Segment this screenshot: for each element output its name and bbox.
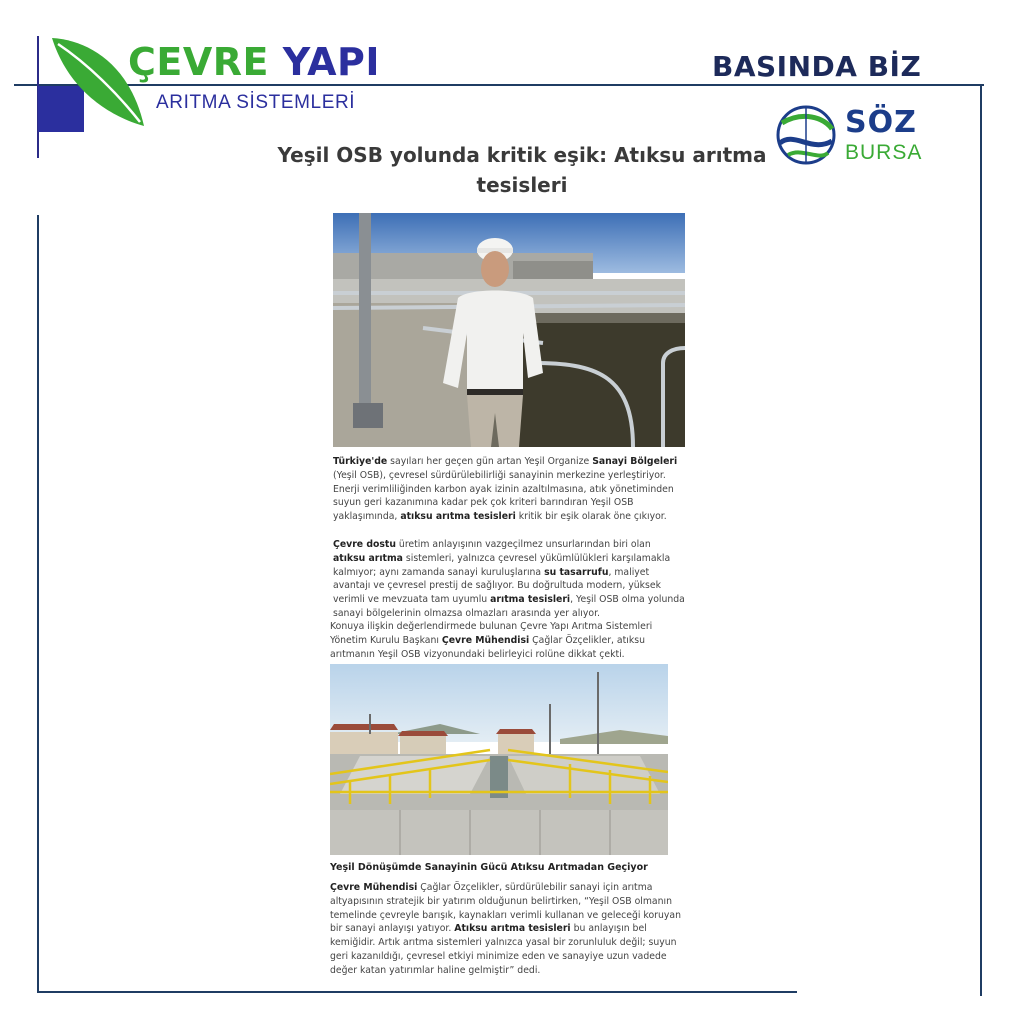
article-paragraph-2 — [333, 538, 685, 621]
text-run: üretim anlayışının vazgeçilmez unsurlarından biri olan — [395, 539, 651, 550]
soz-bursa-globe-icon — [772, 103, 840, 167]
bold-phrase: atıksu arıtma tesisleri — [400, 511, 516, 523]
brand-name — [128, 40, 380, 84]
brand-name-part1: ÇEVRE — [128, 40, 269, 84]
bold-phrase: Çevre dostu — [333, 539, 396, 550]
text-run: sayıları her geçen gün artan Yeşil Organize — [387, 456, 593, 467]
frame-left-border — [37, 215, 39, 993]
engineer-photo — [333, 213, 685, 447]
article-paragraph-1 — [333, 455, 685, 524]
header-divider — [14, 84, 984, 86]
text-run: (Yeşil OSB), çevresel sürdürülebilirliği sanayinin merkezine yerleştiriyor. Enerji verimliliğinden karbon ayak izinin azaltılmasına, atık yönetiminden suyun geri kazanımına kadar pek çok kriteri barındıran Yeşil OSB yaklaşımında, — [333, 469, 674, 523]
bold-phrase: Çevre Mühendisi — [441, 634, 530, 646]
soz-word: SÖZ — [845, 105, 917, 140]
article-headline: Yeşil OSB yolunda kritik eşik: Atıksu arıtma tesisleri — [277, 143, 767, 197]
section-title: BASINDA BİZ — [712, 50, 922, 83]
bold-phrase: arıtma tesisleri — [490, 594, 571, 606]
bold-phrase: Çevre Mühendisi — [330, 882, 418, 893]
text-run: sistemleri, yalnızca çevresel yükümlülükleri karşılamakla kalmıyor; aynı zamanda sanayi kuruluşlarına — [333, 552, 671, 578]
frame-bottom-border — [37, 991, 797, 993]
brand-subtitle: ARITMA SİSTEMLERİ — [156, 92, 356, 113]
bold-phrase: Atıksu arıtma tesisleri — [454, 923, 571, 935]
brand-name-part2: YAPI — [282, 40, 380, 84]
text-run: kritik bir eşik olarak öne çıkıyor. — [515, 511, 667, 523]
text-run: bu anlayışın bel kemiğidir. Artık arıtma sistemleri yalnızca yasal bir zorunluluk değil; suyun geri kazanıldığı, çevresel etkiyi minimize eden ve sanayiye uzun vadede değer katan yatırımlar haline gelmiştir” dedi. — [330, 923, 677, 976]
article-paragraph-3 — [330, 620, 670, 661]
text-run: , Yeşil OSB olma yolunda sanayi bölgelerinin olmazsa olmazları arasında yer alıyor. — [333, 594, 685, 619]
article-paragraph-4 — [330, 881, 686, 978]
text-run: Çağlar Özçelikler, atıksu arıtmanın Yeşil OSB vizyonundaki belirleyici rolüne dikkat çekti. — [330, 634, 645, 660]
bold-phrase: atıksu arıtma — [333, 552, 403, 564]
bold-phrase: Sanayi Bölgeleri — [592, 456, 678, 467]
treatment-plant-photo — [330, 664, 668, 855]
text-run: Çağlar Özçelikler, sürdürülebilir sanayi için arıtma altyapısının stratejik bir yatırım olduğunun belirtirken, “Yeşil OSB olmanın temelinde çevreyle barışık, kaynakları verimli kullanan ve geleceği koruyan bir sanayi anlayışı yatıyor. — [330, 882, 681, 935]
text-run: , maliyet avantajı ve çevresel prestij de sağlıyor. Bu doğrultuda modern, yüksek verimli ve mevzuata tam uyumlu — [333, 566, 661, 606]
text-run: Konuya ilişkin değerlendirmede bulunan Çevre Yapı Arıtma Sistemleri Yönetim Kurulu Başkanı — [330, 621, 653, 646]
bold-phrase: Türkiye'de — [333, 456, 388, 467]
bursa-word: BURSA — [845, 141, 923, 164]
bold-phrase: su tasarrufu — [544, 566, 609, 578]
article-subheading: Yeşil Dönüşümde Sanayinin Gücü Atıksu Arıtmadan Geçiyor — [330, 862, 648, 873]
frame-right-border — [980, 86, 982, 996]
